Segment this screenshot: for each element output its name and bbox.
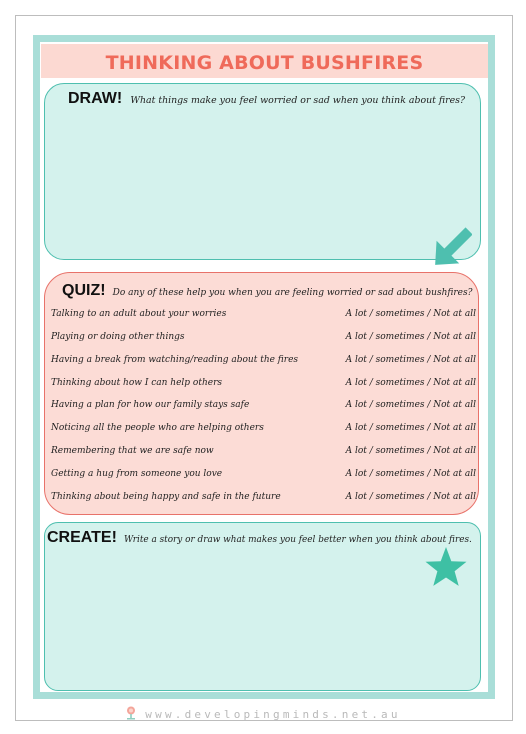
quiz-item[interactable] (51, 492, 476, 506)
quiz-item-options[interactable]: A lot / sometimes / Not at all (345, 378, 476, 388)
quiz-item-text: Thinking about how I can help others (51, 378, 223, 388)
quiz-item-options[interactable]: A lot / sometimes / Not at all (345, 400, 476, 410)
quiz-item-options[interactable]: A lot / sometimes / Not at all (345, 492, 476, 502)
quiz-item[interactable] (51, 446, 476, 460)
create-heading-row (47, 527, 472, 547)
draw-prompt: What things make you feel worried or sad when you think about fires? (130, 95, 466, 106)
quiz-item-text: Getting a hug from someone you love (51, 469, 223, 479)
create-prompt: Write a story or draw what makes you feel better when you think about fires. (124, 535, 472, 545)
quiz-item-options[interactable]: A lot / sometimes / Not at all (345, 332, 476, 342)
create-heading: CREATE! (47, 529, 117, 546)
quiz-item-text: Having a break from watching/reading about the fires (51, 355, 299, 365)
draw-heading: DRAW! (68, 90, 123, 107)
quiz-item-options[interactable]: A lot / sometimes / Not at all (345, 309, 476, 319)
quiz-item-text: Having a plan for how our family stays safe (51, 400, 250, 410)
footer (0, 703, 526, 722)
quiz-item-text: Remembering that we are safe now (51, 446, 214, 456)
quiz-item[interactable] (51, 400, 476, 414)
create-panel[interactable] (44, 522, 481, 691)
quiz-item-text: Thinking about being happy and safe in the future (51, 492, 281, 502)
quiz-item[interactable] (51, 469, 476, 483)
quiz-item-text: Talking to an adult about your worries (51, 309, 227, 319)
footer-url[interactable]: www.developingminds.net.au (145, 708, 401, 721)
arrow-down-left-icon (428, 225, 472, 275)
star-icon (424, 546, 468, 586)
quiz-item[interactable] (51, 355, 476, 369)
draw-heading-row (68, 88, 465, 108)
quiz-heading: QUIZ! (62, 282, 106, 299)
quiz-item-text: Playing or doing other things (51, 332, 185, 342)
quiz-item-options[interactable]: A lot / sometimes / Not at all (345, 355, 476, 365)
quiz-item-text: Noticing all the people who are helping others (51, 423, 264, 433)
quiz-item-options[interactable]: A lot / sometimes / Not at all (345, 446, 476, 456)
quiz-item[interactable] (51, 378, 476, 392)
page-title: THINKING ABOUT BUSHFIRES (105, 52, 424, 74)
quiz-item-options[interactable]: A lot / sometimes / Not at all (345, 423, 476, 433)
developing-minds-logo-icon (125, 706, 137, 720)
quiz-heading-row (62, 280, 472, 300)
quiz-item[interactable] (51, 423, 476, 437)
quiz-item-options[interactable]: A lot / sometimes / Not at all (345, 469, 476, 479)
draw-panel[interactable] (44, 83, 481, 260)
quiz-item[interactable] (51, 332, 476, 346)
quiz-item[interactable] (51, 309, 476, 323)
quiz-prompt: Do any of these help you when you are feeling worried or sad about bushfires? (112, 288, 473, 298)
